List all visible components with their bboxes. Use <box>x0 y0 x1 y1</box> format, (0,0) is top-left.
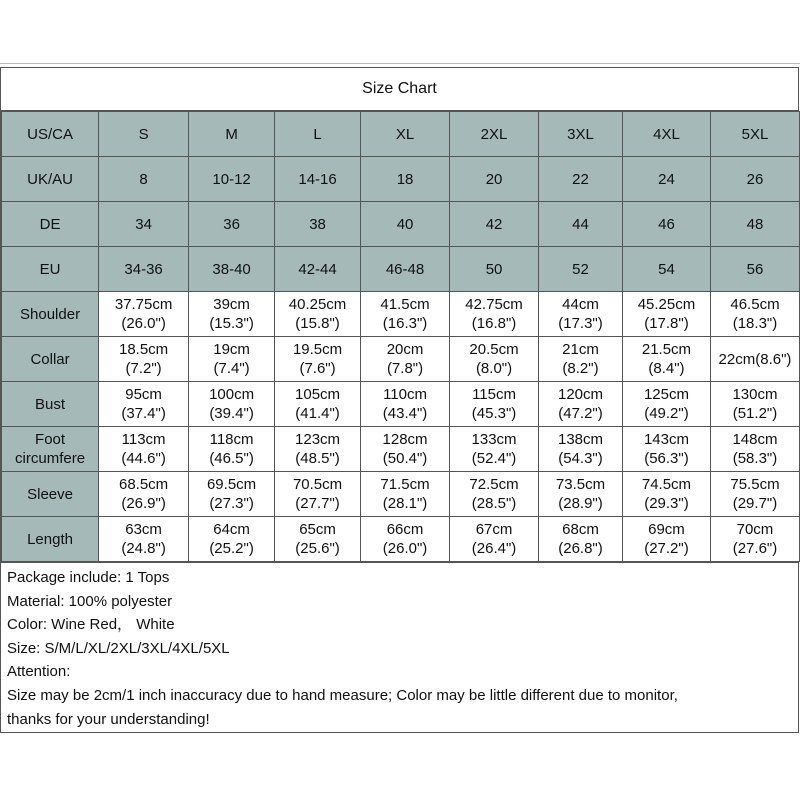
measure-cell <box>275 292 361 337</box>
inch-value: (50.4") <box>382 450 428 467</box>
measure-cell <box>622 517 710 562</box>
note-line: Attention: <box>7 663 71 681</box>
size-cell: 4XL <box>622 112 710 157</box>
cm-value: 39cm <box>213 296 250 313</box>
size-cell: XL <box>361 112 450 157</box>
size-cell: 46 <box>622 202 710 247</box>
inch-value: (46.5") <box>209 450 254 467</box>
measure-cell <box>189 427 275 472</box>
cm-value: 113cm <box>121 431 166 448</box>
cm-value: 40.25cm <box>288 296 347 313</box>
row-label: Length <box>2 517 99 562</box>
cm-value: 138cm <box>557 431 604 448</box>
inch-value: (7.4") <box>213 360 250 377</box>
size-cell: 24 <box>622 157 710 202</box>
measure-cell <box>710 427 799 472</box>
measure-cell <box>539 292 623 337</box>
note-line: Size: S/M/L/XL/2XL/3XL/4XL/5XL <box>7 639 230 657</box>
size-cell: 42 <box>450 202 539 247</box>
inch-value: (24.8") <box>121 540 166 557</box>
size-cell: 56 <box>710 247 799 292</box>
top-divider <box>0 63 800 64</box>
cm-value: 22cm(8.6") <box>718 350 792 368</box>
cm-value: 18.5cm <box>118 341 169 358</box>
size-cell: 20 <box>450 157 539 202</box>
cm-value: 68.5cm <box>118 476 169 493</box>
measure-cell <box>710 517 799 562</box>
inch-value: (29.3") <box>644 495 689 512</box>
measure-cell <box>275 517 361 562</box>
inch-value: (7.6") <box>299 360 336 377</box>
size-cell: 46-48 <box>361 247 450 292</box>
measure-cell <box>99 517 189 562</box>
row-label: UK/AU <box>2 157 99 202</box>
inch-value: (25.2") <box>209 540 254 557</box>
cm-value: 46.5cm <box>730 296 780 313</box>
measure-cell <box>710 292 799 337</box>
inch-value: (49.2") <box>644 405 689 422</box>
note-line: thanks for your understanding! <box>7 710 210 728</box>
cm-value: 70cm <box>736 521 774 538</box>
inch-value: (48.5") <box>295 450 340 467</box>
inch-value: (37.4") <box>121 405 166 422</box>
cm-value: 133cm <box>471 431 517 448</box>
measure-cell <box>99 427 189 472</box>
cm-value: 21cm <box>562 341 599 358</box>
cm-value: 110cm <box>383 386 427 403</box>
measure-cell <box>622 427 710 472</box>
row-label <box>2 427 99 472</box>
row-label: Collar <box>2 337 99 382</box>
cm-value: 123cm <box>295 431 341 448</box>
inch-value: (26.0") <box>382 540 428 557</box>
inch-value: (25.6") <box>295 540 340 557</box>
row-label-line: Foot <box>35 431 66 448</box>
size-cell: 14-16 <box>275 157 361 202</box>
chart-title: Size Chart <box>1 68 798 111</box>
measure-cell <box>539 517 623 562</box>
inch-value: (43.4") <box>382 405 428 422</box>
size-cell: 34 <box>99 202 189 247</box>
inch-value: (15.8") <box>295 315 340 332</box>
size-cell: 54 <box>622 247 710 292</box>
size-cell: 48 <box>710 202 799 247</box>
measure-cell <box>622 472 710 517</box>
measure-cell <box>275 382 361 427</box>
inch-value: (8.2") <box>562 360 599 377</box>
inch-value: (16.3") <box>382 315 428 332</box>
measure-cell <box>450 427 539 472</box>
cm-value: 64cm <box>213 521 250 538</box>
size-cell: 10-12 <box>189 157 275 202</box>
cm-value: 44cm <box>562 296 599 313</box>
inch-value: (41.4") <box>295 405 340 422</box>
measure-cell <box>710 337 799 382</box>
measure-cell <box>275 337 361 382</box>
measure-cell <box>99 472 189 517</box>
cm-value: 20.5cm <box>469 341 519 358</box>
size-cell: M <box>189 112 275 157</box>
inch-value: (29.7") <box>732 495 778 512</box>
row-label: Bust <box>2 382 99 427</box>
inch-value: (26.4") <box>471 540 517 557</box>
inch-value: (44.6") <box>121 450 166 467</box>
cm-value: 19cm <box>213 341 250 358</box>
size-row-uk-au <box>2 157 800 202</box>
inch-value: (8.0") <box>475 360 513 377</box>
measure-cell <box>99 382 189 427</box>
size-row-de <box>2 202 800 247</box>
size-chart <box>0 67 799 733</box>
size-cell: 52 <box>539 247 623 292</box>
measure-cell <box>539 382 623 427</box>
measure-cell <box>361 337 450 382</box>
size-cell: S <box>99 112 189 157</box>
cm-value: 69.5cm <box>206 476 257 493</box>
measure-cell <box>99 292 189 337</box>
note-line: Size may be 2cm/1 inch inaccuracy due to hand measure; Color may be little different due to monitor, <box>7 686 678 704</box>
measure-cell <box>450 472 539 517</box>
size-cell: 40 <box>361 202 450 247</box>
cm-value: 70.5cm <box>292 476 343 493</box>
cm-value: 66cm <box>386 521 424 538</box>
size-row-eu <box>2 247 800 292</box>
measure-row-shoulder <box>2 292 800 337</box>
measure-cell <box>450 382 539 427</box>
measure-cell <box>539 337 623 382</box>
row-label-line: circumfere <box>15 450 86 467</box>
note-line: Package include: 1 Tops <box>7 569 170 586</box>
cm-value: 19.5cm <box>292 341 343 358</box>
size-cell: 2XL <box>450 112 539 157</box>
row-label: EU <box>2 247 99 292</box>
measure-cell <box>361 427 450 472</box>
measure-cell <box>189 382 275 427</box>
row-label: Sleeve <box>2 472 99 517</box>
cm-value: 21.5cm <box>641 341 692 358</box>
inch-value: (27.7") <box>295 495 340 512</box>
size-cell: 34-36 <box>99 247 189 292</box>
inch-value: (27.2") <box>644 540 689 557</box>
size-cell: 38-40 <box>189 247 275 292</box>
note-line: Material: 100% polyester <box>7 592 173 610</box>
cm-value: 45.25cm <box>637 296 696 313</box>
measure-cell <box>189 337 275 382</box>
cm-value: 42.75cm <box>465 296 523 313</box>
cm-value: 128cm <box>382 431 428 448</box>
inch-value: (17.3") <box>558 315 603 332</box>
cm-value: 71.5cm <box>380 476 430 493</box>
inch-value: (8.4") <box>648 360 685 377</box>
size-cell: 38 <box>275 202 361 247</box>
size-cell: 18 <box>361 157 450 202</box>
inch-value: (54.3") <box>558 450 603 467</box>
measure-cell <box>275 427 361 472</box>
inch-value: (56.3") <box>644 450 689 467</box>
measure-row-sleeve <box>2 472 800 517</box>
cm-value: 125cm <box>643 386 689 403</box>
size-cell: 50 <box>450 247 539 292</box>
inch-value: (58.3") <box>732 450 778 467</box>
inch-value: (7.8") <box>386 360 424 377</box>
cm-value: 74.5cm <box>641 476 692 493</box>
size-cell: 26 <box>710 157 799 202</box>
measure-cell <box>710 382 799 427</box>
inch-value: (16.8") <box>471 315 517 332</box>
cm-value: 67cm <box>475 521 513 538</box>
measure-cell <box>189 292 275 337</box>
measure-cell <box>450 337 539 382</box>
size-cell: 42-44 <box>275 247 361 292</box>
measure-cell <box>361 472 450 517</box>
measure-cell <box>275 472 361 517</box>
cm-value: 105cm <box>295 386 341 403</box>
cm-value: 69cm <box>648 521 685 538</box>
size-cell: 36 <box>189 202 275 247</box>
inch-value: (45.3") <box>471 405 517 422</box>
measure-cell <box>539 472 623 517</box>
size-row-us-ca <box>2 112 800 157</box>
measure-cell <box>622 292 710 337</box>
row-label: Shoulder <box>2 292 99 337</box>
measure-cell <box>450 292 539 337</box>
cm-value: 75.5cm <box>730 476 780 493</box>
note-line: Color: Wine Red， White <box>7 616 175 634</box>
measure-row-length <box>2 517 800 562</box>
measure-cell <box>361 382 450 427</box>
size-cell: 44 <box>539 202 623 247</box>
cm-value: 148cm <box>732 431 778 448</box>
cm-value: 72.5cm <box>469 476 519 493</box>
measure-cell <box>189 472 275 517</box>
row-label: US/CA <box>2 112 99 157</box>
cm-value: 115cm <box>472 386 516 403</box>
size-cell: 8 <box>99 157 189 202</box>
inch-value: (28.5") <box>471 495 517 512</box>
size-cell: L <box>275 112 361 157</box>
size-cell: 5XL <box>710 112 799 157</box>
measure-cell <box>450 517 539 562</box>
inch-value: (26.8") <box>558 540 603 557</box>
inch-value: (28.9") <box>558 495 603 512</box>
inch-value: (18.3") <box>732 315 778 332</box>
cm-value: 143cm <box>643 431 689 448</box>
cm-value: 68cm <box>562 521 599 538</box>
size-cell: 22 <box>539 157 623 202</box>
measure-cell <box>622 337 710 382</box>
inch-value: (51.2") <box>732 405 778 422</box>
row-label: DE <box>2 202 99 247</box>
cm-value: 118cm <box>209 431 254 448</box>
measure-cell <box>710 472 799 517</box>
cm-value: 130cm <box>732 386 778 403</box>
inch-value: (52.4") <box>471 450 517 467</box>
inch-value: (26.0") <box>121 315 166 332</box>
measure-cell <box>189 517 275 562</box>
measure-cell <box>361 292 450 337</box>
inch-value: (27.3") <box>209 495 254 512</box>
cm-value: 65cm <box>299 521 336 538</box>
measure-cell <box>539 427 623 472</box>
measure-cell <box>99 337 189 382</box>
inch-value: (15.3") <box>209 315 254 332</box>
size-table <box>1 111 800 562</box>
inch-value: (28.1") <box>382 495 428 512</box>
cm-value: 63cm <box>125 521 162 538</box>
size-cell: 3XL <box>539 112 623 157</box>
cm-value: 73.5cm <box>555 476 606 493</box>
inch-value: (7.2") <box>125 360 162 377</box>
inch-value: (39.4") <box>209 405 254 422</box>
measure-row-foot <box>2 427 800 472</box>
product-notes <box>1 562 798 731</box>
measure-cell <box>361 517 450 562</box>
cm-value: 41.5cm <box>380 296 430 313</box>
measure-row-bust <box>2 382 800 427</box>
cm-value: 20cm <box>386 341 424 358</box>
cm-value: 120cm <box>557 386 604 403</box>
cm-value: 100cm <box>209 386 255 403</box>
cm-value: 95cm <box>125 386 162 403</box>
inch-value: (17.8") <box>644 315 689 332</box>
measure-cell <box>622 382 710 427</box>
inch-value: (27.6") <box>732 540 778 557</box>
measure-row-collar <box>2 337 800 382</box>
cm-value: 37.75cm <box>114 296 173 313</box>
inch-value: (26.9") <box>121 495 166 512</box>
inch-value: (47.2") <box>558 405 603 422</box>
